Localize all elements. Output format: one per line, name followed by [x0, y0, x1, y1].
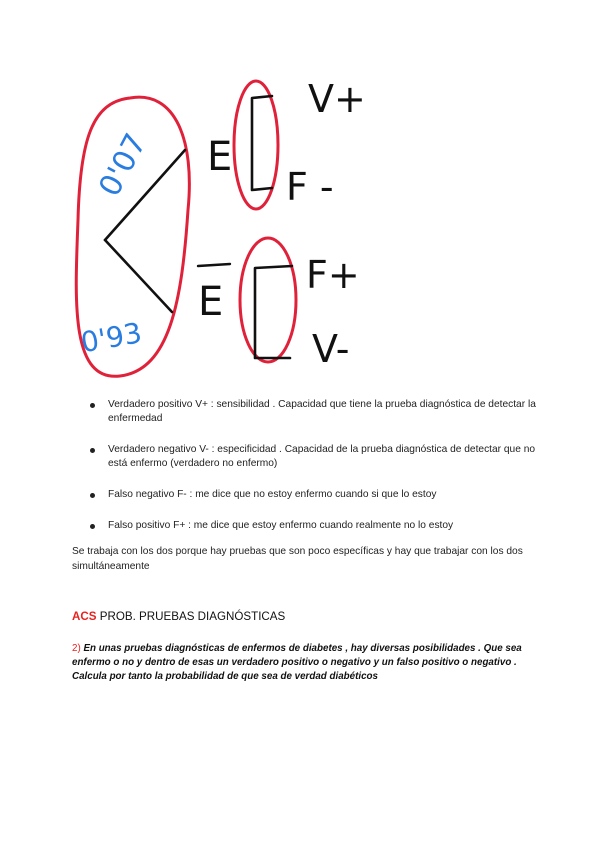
bullet-icon	[90, 493, 95, 498]
definition-text: Verdadero positivo V+ : sensibilidad . Capacidad que tiene la prueba diagnóstica de detectar la enfermedad	[108, 399, 536, 424]
list-item	[70, 519, 540, 533]
definitions-list	[70, 398, 540, 550]
bottom-red-oval	[240, 238, 296, 362]
list-item	[70, 488, 540, 502]
outcome-true-positive: V+	[308, 77, 366, 121]
bullet-icon	[90, 524, 95, 529]
e-bar-overline	[198, 264, 230, 266]
definition-text: Falso negativo F- : me dice que no estoy enfermo cuando si que lo estoy	[108, 489, 437, 500]
branch-top-probability: 0'07	[92, 128, 154, 203]
section-title	[72, 610, 285, 623]
outcome-true-negative: V-	[312, 327, 350, 371]
problem-text: En unas pruebas diagnósticas de enfermos de diabetes , hay diversas posibilidades . Que sea enfermo o no y dentro de esas un verdadero positivo o negativo y un falso positivo o negativo .	[72, 643, 522, 668]
problem-statement	[72, 642, 532, 684]
explanation-paragraph: Se trabaja con los dos porque hay pruebas que son poco específicas y hay que trabajar con los dos simultáneamente	[72, 546, 523, 572]
problem-number: 2)	[72, 643, 81, 654]
outcome-false-positive: F+	[306, 253, 360, 297]
outcome-false-negative: F -	[286, 165, 334, 209]
definition-text: Verdadero negativo V- : especificidad . Capacidad de la prueba diagnóstica de detectar que no está enfermo (verdadero no enfermo)	[108, 444, 536, 469]
tree-branch-bottom	[105, 240, 172, 312]
node-label-e-bar: E	[198, 279, 224, 325]
definition-text: Falso positivo F+ : me dice que estoy enfermo cuando realmente no lo estoy	[108, 520, 454, 531]
section-title-text: PROB. PRUEBAS DIAGNÓSTICAS	[99, 610, 286, 623]
list-item	[70, 398, 540, 426]
section-accent: ACS	[72, 610, 97, 623]
top-bracket	[252, 96, 272, 190]
problem-question: Calcula por tanto la probabilidad de que sea de verdad diabéticos	[72, 671, 378, 682]
probability-tree-diagram	[0, 0, 600, 390]
branch-bottom-probability: 0'93	[78, 316, 145, 360]
node-label-e: E	[207, 134, 233, 180]
list-item	[70, 443, 540, 471]
bullet-icon	[90, 448, 95, 453]
bullet-icon	[90, 403, 95, 408]
